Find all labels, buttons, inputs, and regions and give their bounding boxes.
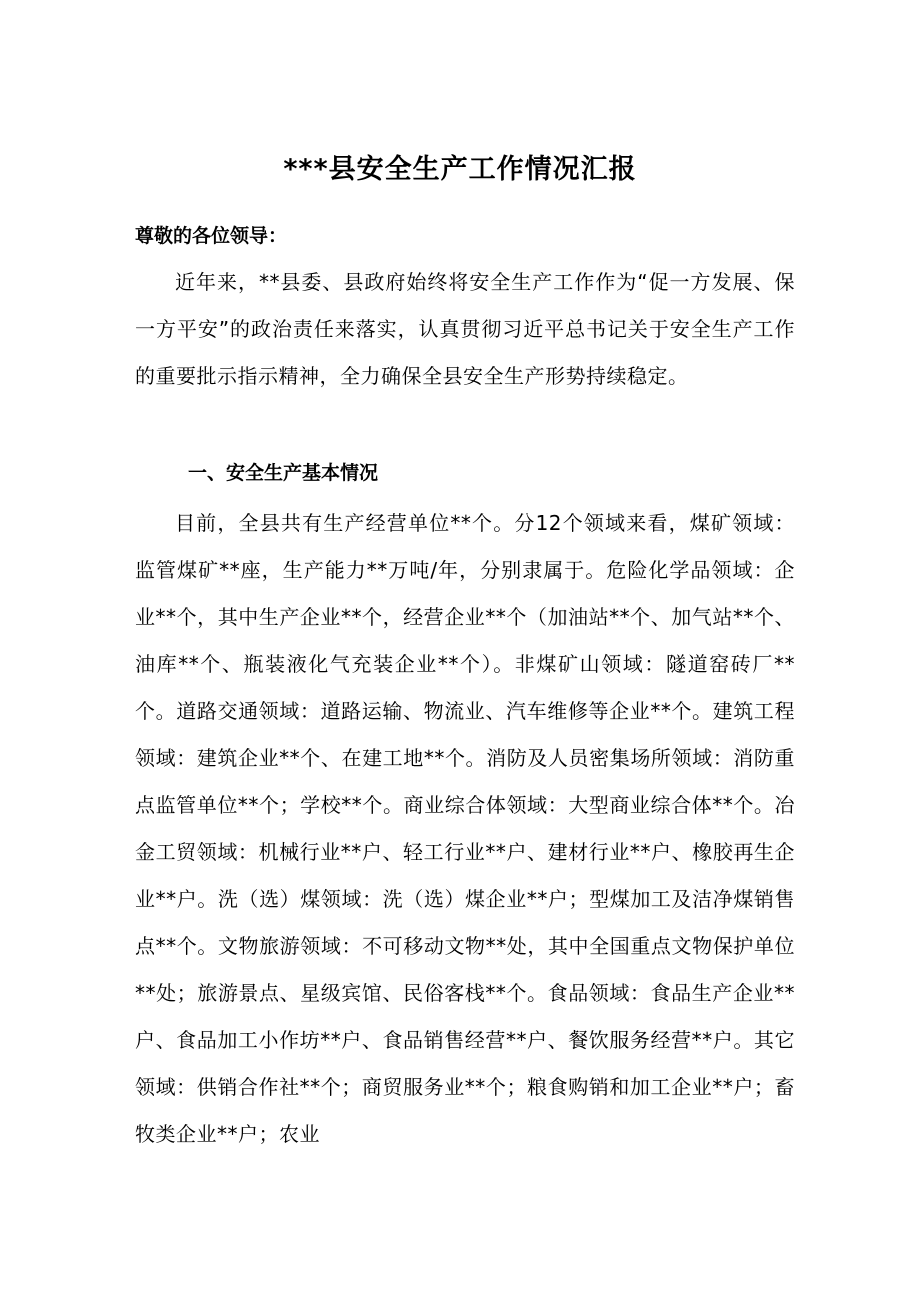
salutation: 尊敬的各位领导： bbox=[135, 225, 288, 247]
body-paragraph: 目前，全县共有生产经营单位**个。分12个领域来看，煤矿领域：监管煤矿**座，生产能力**万吨/年，分别隶属于。危险化学品领域：企业**个，其中生产企业**个，经营企业**个（加油站**个、加气站**个、油库**个、瓶装液化气充装企业**个）。非煤矿山领域：隧道窑砖厂**个。道路交通领域：道路运输、物流业、汽车维修等企业**个。建筑工程领域：建筑企业**个、在建工地**个。消防及人员密集场所领域：消防重点监管单位**个；学校**个。商业综合体领域：大型商业综合体**个。冶金工贸领域：机械行业**户、轻工行业**户、建材行业**户、橡胶再生企业**户。洗（选）煤领域：洗（选）煤企业**户；型煤加工及洁净煤销售点**个。文物旅游领域：不可移动文物**处，其中全国重点文物保护单位**处；旅游景点、星级宾馆、民俗客栈**个。食品领域：食品生产企业**户、食品加工小作坊**户、食品销售经营**户、餐饮服务经营**户。其它领域：供销合作社**个；商贸服务业**个；粮食购销和加工企业**户；畜牧类企业**户；农业 bbox=[135, 511, 795, 1146]
section-heading: 一、安全生产基本情况 bbox=[188, 462, 379, 484]
document-title: ***县安全生产工作情况汇报 bbox=[283, 154, 637, 185]
intro-paragraph: 近年来，**县委、县政府始终将安全生产工作作为“促一方发展、保一方平安”的政治责任来落实，认真贯彻习近平总书记关于安全生产工作的重要批示指示精神，全力确保全县安全生产形势持续稳定。 bbox=[135, 270, 795, 388]
